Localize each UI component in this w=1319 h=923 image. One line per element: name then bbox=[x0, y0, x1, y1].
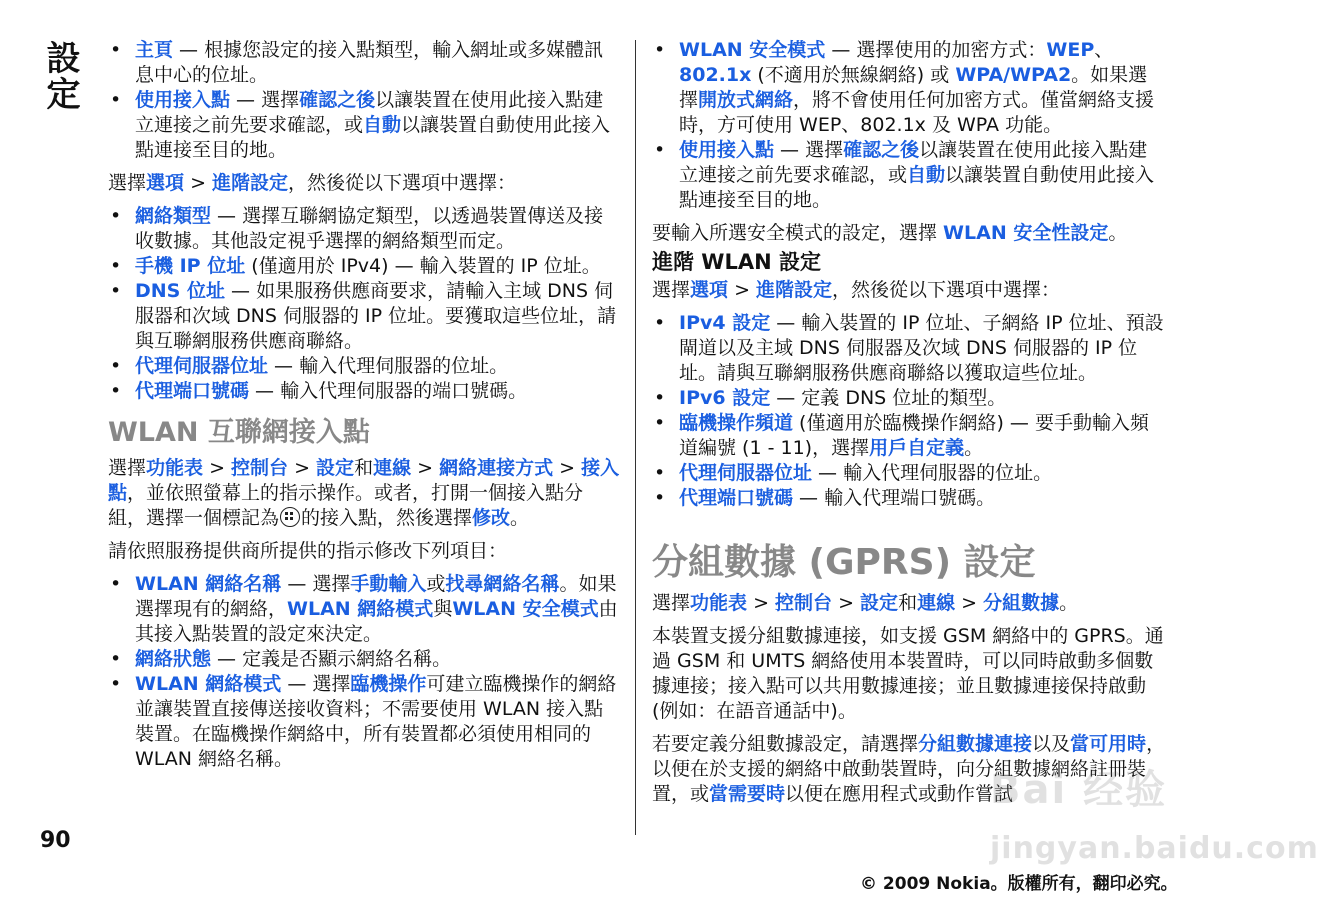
menu-term: 開放式網絡 bbox=[698, 89, 794, 111]
paragraph bbox=[652, 624, 1166, 724]
list-item bbox=[652, 486, 1166, 511]
text-run: — 選擇 bbox=[774, 139, 844, 161]
text-run: 可建立臨機操作的網絡並讓裝置直接傳送接收資料；不需要使用 WLAN 接入點裝置。在臨機操作網絡中，所有裝置都必須使用相同的 WLAN 網絡名稱。 bbox=[135, 673, 617, 770]
access-point-group-icon bbox=[280, 507, 300, 527]
menu-term: 功能表 bbox=[690, 592, 748, 614]
menu-term: 802.1x bbox=[679, 64, 752, 86]
list-item bbox=[108, 204, 620, 254]
text-run: > bbox=[955, 592, 984, 614]
paragraph bbox=[652, 591, 1166, 616]
menu-term: WLAN 安全性設定 bbox=[943, 222, 1109, 244]
menu-term: 選項 bbox=[690, 279, 729, 301]
text-run: — 輸入代理伺服器的位址。 bbox=[812, 462, 1053, 484]
list-item bbox=[652, 411, 1166, 461]
column-divider bbox=[635, 40, 636, 835]
list-item bbox=[652, 461, 1166, 486]
list-item bbox=[652, 138, 1166, 213]
menu-term: 進階設定 bbox=[756, 279, 833, 301]
bullet-list bbox=[652, 311, 1166, 511]
text-run: > bbox=[288, 457, 317, 479]
list-item bbox=[108, 354, 620, 379]
text-run: > bbox=[832, 592, 861, 614]
list-item bbox=[108, 572, 620, 647]
menu-term: 當可用時 bbox=[1070, 733, 1147, 755]
text-run: 以讓裝置在使用此接入點建立連接之前先要求確認，或 bbox=[135, 89, 604, 136]
text-run: ，以便在於支援的網絡中啟動裝置時，向分組數據網絡註冊裝置，或 bbox=[652, 733, 1166, 805]
text-run: — 輸入代理伺服器的端口號碼。 bbox=[249, 380, 528, 402]
text-run: 選擇 bbox=[652, 279, 691, 301]
menu-term: 修改 bbox=[472, 507, 511, 529]
text-run: 以及 bbox=[1032, 733, 1071, 755]
section-heading-gprs: 分組數據 (GPRS) 設定 bbox=[652, 542, 1036, 583]
menu-term: 代理伺服器位址 bbox=[679, 462, 813, 484]
text-run: — 選擇互聯網協定類型，以透過裝置傳送及接收數據。其他設定視乎選擇的網絡類型而定。 bbox=[135, 205, 604, 252]
text-run: (僅適用於 IPv4) — 輸入裝置的 IP 位址。 bbox=[245, 255, 601, 277]
menu-term: WPA/WPA2 bbox=[955, 64, 1072, 86]
text-run: — 如果服務供應商要求，請輸入主域 DNS 伺服器和次域 DNS 伺服器的 IP 位址。要獲取這些位址，請與互聯網服務供應商聯絡。 bbox=[135, 280, 617, 352]
menu-term: 手機 IP 位址 bbox=[135, 255, 246, 277]
text-run: ，並依照螢幕上的指示操作。或者，打開一個接入點分組，選擇一個標記為 bbox=[108, 482, 584, 529]
list-item bbox=[108, 647, 620, 672]
menu-term: WLAN 網絡模式 bbox=[287, 598, 434, 620]
menu-term: 網絡狀態 bbox=[135, 648, 212, 670]
menu-term: 代理端口號碼 bbox=[679, 487, 794, 509]
text-run: > bbox=[411, 457, 440, 479]
menu-term: 臨機操作頻道 bbox=[679, 412, 794, 434]
section-heading-wlan: WLAN 互聯網接入點 bbox=[108, 417, 370, 448]
menu-term: 分組數據 bbox=[983, 592, 1060, 614]
menu-term: 找尋網絡名稱 bbox=[445, 573, 560, 595]
paragraph bbox=[652, 278, 1166, 303]
text-run: > bbox=[747, 592, 776, 614]
text-run: > bbox=[728, 279, 757, 301]
text-run: — 選擇 bbox=[281, 673, 351, 695]
text-run: 。 bbox=[964, 437, 984, 459]
paragraph bbox=[108, 456, 620, 531]
menu-term: WLAN 網絡模式 bbox=[135, 673, 282, 695]
text-run: — 選擇 bbox=[230, 89, 300, 111]
text-run: (不適用於無線網絡) 或 bbox=[751, 64, 956, 86]
text-run: 由其接入點裝置的設定來決定。 bbox=[135, 598, 618, 645]
right-column bbox=[652, 38, 1168, 813]
list-item bbox=[108, 88, 620, 163]
text-run: > bbox=[203, 457, 232, 479]
text-run: 。 bbox=[1108, 222, 1128, 244]
text-run: > bbox=[184, 172, 213, 194]
menu-term: WLAN 安全模式 bbox=[679, 39, 826, 61]
menu-term: 使用接入點 bbox=[135, 89, 231, 111]
menu-term: 臨機操作 bbox=[350, 673, 427, 695]
text-run: — 輸入代理端口號碼。 bbox=[793, 487, 996, 509]
paragraph bbox=[652, 221, 1166, 246]
watermark-url: jingyan.baidu.com bbox=[990, 831, 1319, 866]
menu-term: 自動 bbox=[363, 114, 402, 136]
menu-term: 網絡連接方式 bbox=[439, 457, 554, 479]
menu-term: 控制台 bbox=[231, 457, 289, 479]
menu-term: 連線 bbox=[917, 592, 956, 614]
text-run: 選擇 bbox=[108, 457, 147, 479]
menu-term: 代理端口號碼 bbox=[135, 380, 250, 402]
text-run: — 選擇 bbox=[281, 573, 351, 595]
text-run: > bbox=[553, 457, 582, 479]
menu-term: 設定 bbox=[860, 592, 899, 614]
list-item bbox=[108, 379, 620, 404]
copyright-footer: © 2009 Nokia。版權所有，翻印必究。 bbox=[860, 874, 1178, 894]
text-run: 要輸入所選安全模式的設定，選擇 bbox=[652, 222, 944, 244]
page-number: 90 bbox=[40, 828, 71, 853]
menu-term: 功能表 bbox=[146, 457, 204, 479]
text-run: 。如果選擇現有的網絡， bbox=[135, 573, 617, 620]
text-run: 以讓裝置自動使用此接入點連接至目的地。 bbox=[679, 164, 1155, 211]
text-run: 選擇 bbox=[108, 172, 147, 194]
text-run: 和 bbox=[898, 592, 918, 614]
text-run: — 定義 DNS 位址的類型。 bbox=[770, 387, 1007, 409]
menu-term: 設定 bbox=[316, 457, 355, 479]
text-run: 、 bbox=[1094, 39, 1114, 61]
menu-term: WEP bbox=[1046, 39, 1095, 61]
text-run: 或 bbox=[426, 573, 446, 595]
section-heading-advanced-wlan: 進階 WLAN 設定 bbox=[652, 250, 821, 274]
menu-term: 確認之後 bbox=[299, 89, 376, 111]
menu-term: 自動 bbox=[907, 164, 946, 186]
bullet-list bbox=[652, 38, 1166, 213]
list-item bbox=[652, 38, 1166, 138]
text-run: — 輸入代理伺服器的位址。 bbox=[268, 355, 509, 377]
text-run: — 根據您設定的接入點類型，輸入網址或多媒體訊息中心的位址。 bbox=[135, 39, 604, 86]
menu-term: IPv4 設定 bbox=[679, 312, 771, 334]
menu-term: 當需要時 bbox=[709, 783, 786, 805]
menu-term: IPv6 設定 bbox=[679, 387, 771, 409]
text-run: ，然後從以下選項中選擇： bbox=[832, 279, 1061, 301]
menu-term: 連線 bbox=[373, 457, 412, 479]
menu-term: DNS 位址 bbox=[135, 280, 225, 302]
paragraph bbox=[108, 171, 620, 196]
text-run: 。 bbox=[510, 507, 530, 529]
side-section-title: 設定 bbox=[40, 40, 80, 112]
menu-term: 確認之後 bbox=[843, 139, 920, 161]
menu-term: 接入點 bbox=[108, 457, 620, 504]
text-run: 與 bbox=[433, 598, 453, 620]
text-run: — 輸入裝置的 IP 位址、子網絡 IP 位址、預設閘道以及主域 DNS 伺服器及次域 DNS 伺服器的 IP 位址。請與互聯網服務供應商聯絡以獲取這些位址。 bbox=[679, 312, 1164, 384]
text-run: ，然後從以下選項中選擇： bbox=[288, 172, 517, 194]
text-run: 。如果選擇 bbox=[679, 64, 1148, 111]
paragraph bbox=[108, 539, 620, 564]
text-run: 的接入點，然後選擇 bbox=[301, 507, 473, 529]
menu-term: 控制台 bbox=[775, 592, 833, 614]
text-run: — 選擇使用的加密方式： bbox=[825, 39, 1047, 61]
list-item bbox=[652, 386, 1166, 411]
list-item bbox=[108, 38, 620, 88]
text-run: 以讓裝置在使用此接入點建立連接之前先要求確認，或 bbox=[679, 139, 1148, 186]
text-run: 和 bbox=[354, 457, 374, 479]
text-run: — 定義是否顯示網絡名稱。 bbox=[211, 648, 452, 670]
menu-term: WLAN 安全模式 bbox=[452, 598, 599, 620]
list-item bbox=[108, 279, 620, 354]
menu-term: WLAN 網絡名稱 bbox=[135, 573, 282, 595]
bullet-list bbox=[108, 572, 620, 772]
bullet-list bbox=[108, 38, 620, 163]
text-run: 以便在應用程式或動作嘗試 bbox=[785, 783, 1014, 805]
list-item bbox=[108, 672, 620, 772]
text-run: 選擇 bbox=[652, 592, 691, 614]
menu-term: 分組數據連接 bbox=[918, 733, 1033, 755]
left-column bbox=[108, 38, 620, 772]
text-run: ，將不會使用任何加密方式。僅當網絡支援時，方可使用 WEP、802.1x 及 WPA 功能。 bbox=[679, 89, 1155, 136]
menu-term: 用戶自定義 bbox=[869, 437, 965, 459]
list-item bbox=[652, 311, 1166, 386]
text-run: 。 bbox=[1059, 592, 1079, 614]
menu-term: 手動輸入 bbox=[350, 573, 427, 595]
text-run: 本裝置支援分組數據連接，如支援 GSM 網絡中的 GPRS。通過 GSM 和 UMTS 網絡使用本裝置時，可以同時啟動多個數據連接；接入點可以共用數據連接；並且數據連接保持啟動 (例如：在語音通話中)。 bbox=[652, 625, 1164, 722]
text-run: (僅適用於臨機操作網絡) — 要手動輸入頻道編號 (1 - 11)，選擇 bbox=[679, 412, 1149, 459]
menu-term: 主頁 bbox=[135, 39, 174, 61]
menu-term: 使用接入點 bbox=[679, 139, 775, 161]
list-item bbox=[108, 254, 620, 279]
menu-term: 選項 bbox=[146, 172, 185, 194]
menu-term: 網絡類型 bbox=[135, 205, 212, 227]
menu-term: 代理伺服器位址 bbox=[135, 355, 269, 377]
bullet-list bbox=[108, 204, 620, 404]
text-run: 以讓裝置自動使用此接入點連接至目的地。 bbox=[135, 114, 611, 161]
text-run: 請依照服務提供商所提供的指示修改下列項目： bbox=[108, 540, 508, 562]
menu-term: 進階設定 bbox=[212, 172, 289, 194]
text-run: 若要定義分組數據設定，請選擇 bbox=[652, 733, 919, 755]
watermark-logo: Bai 经验 bbox=[990, 767, 1168, 813]
